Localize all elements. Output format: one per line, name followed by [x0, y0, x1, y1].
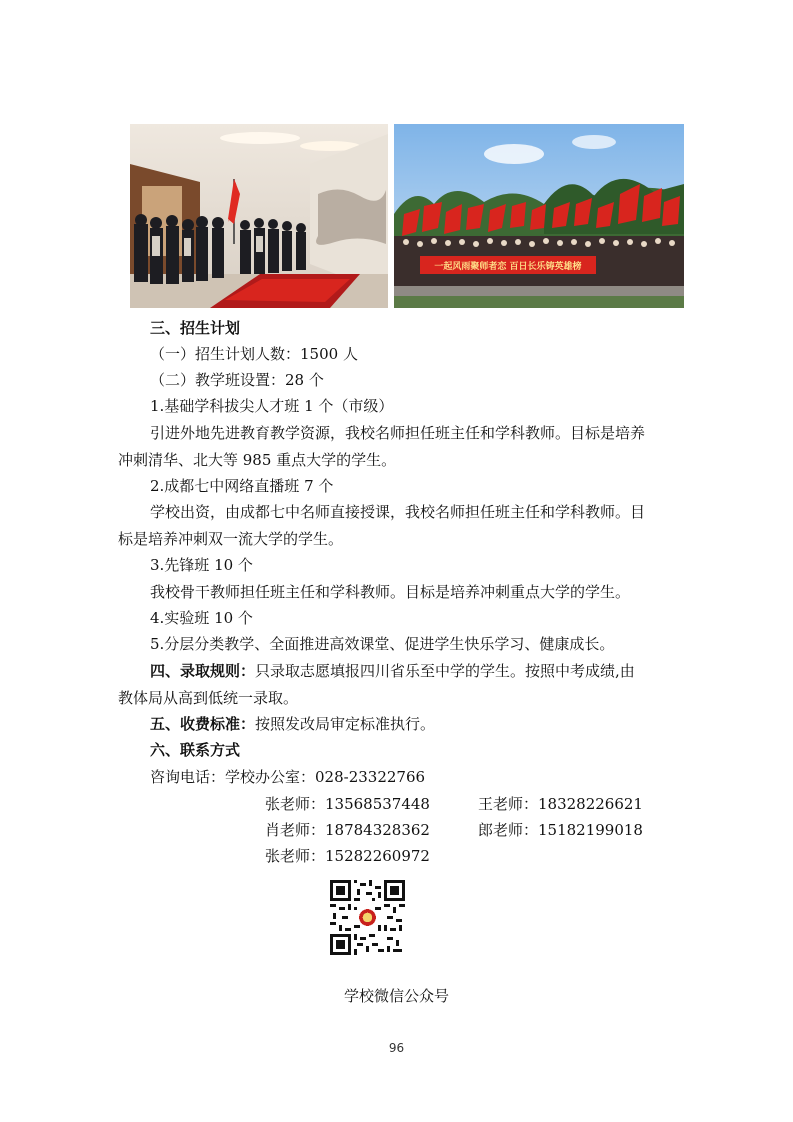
- section4-text: 只录取志愿填报四川省乐至中学的学生。按照中考成绩,由: [255, 662, 635, 680]
- contact-wang: 王老师：18328226621: [478, 795, 643, 813]
- page-number: 96: [388, 1041, 405, 1055]
- class3-title: 3.先锋班 10 个: [150, 556, 253, 574]
- contact-lang: 郎老师：15182199018: [478, 821, 643, 839]
- section4-line1: [150, 661, 635, 681]
- contact-xiao: 肖老师：18784328362: [265, 821, 430, 839]
- enrollment-count: （一）招生计划人数：1500 人: [150, 345, 358, 363]
- section5-line: [150, 714, 435, 734]
- wechat-qr-code: [330, 880, 405, 955]
- class2-desc-line1: 学校出资，由成都七中名师直接授课，我校名师担任班主任和学科教师。目: [150, 503, 646, 521]
- qr-caption: 学校微信公众号: [343, 987, 449, 1005]
- office-phone: 咨询电话：学校办公室：028-23322766: [150, 768, 426, 786]
- photo-flag-rally: [394, 124, 684, 308]
- photo-row: [130, 124, 684, 308]
- section4-line2: 教体局从高到低统一录取。: [118, 689, 299, 707]
- contact-zhang-1: 张老师：13568537448: [265, 795, 430, 813]
- class2-title: 2.成都七中网络直播班 7 个: [150, 477, 334, 495]
- section6-heading: 六、联系方式: [150, 741, 241, 759]
- class-count: （二）教学班设置：28 个: [150, 371, 324, 389]
- section5-label: 五、收费标准：: [150, 715, 256, 733]
- class1-title: 1.基础学科拔尖人才班 1 个（市级）: [150, 397, 394, 415]
- photo-museum-visit: [130, 124, 388, 308]
- class3-desc: 我校骨干教师担任班主任和学科教师。目标是培养冲刺重点大学的学生。: [150, 583, 631, 601]
- section4-label: 四、录取规则：: [150, 662, 256, 680]
- contact-zhang-2: 张老师：15282260972: [265, 847, 430, 865]
- class4-title: 4.实验班 10 个: [150, 609, 253, 627]
- class1-desc-line2: 冲刺清华、北大等 985 重点大学的学生。: [118, 451, 397, 469]
- section5-text: 按照发改局审定标准执行。: [255, 715, 436, 733]
- item5: 5.分层分类教学、全面推进高效课堂、促进学生快乐学习、健康成长。: [150, 635, 615, 653]
- banner-text: 一起风雨聚师者恋 百日长乐铸英雄榜: [434, 262, 582, 272]
- section3-heading: 三、招生计划: [150, 319, 241, 337]
- class1-desc-line1: 引进外地先进教育教学资源，我校名师担任班主任和学科教师。目标是培养: [150, 424, 646, 442]
- class2-desc-line2: 标是培养冲刺双一流大学的学生。: [118, 530, 344, 548]
